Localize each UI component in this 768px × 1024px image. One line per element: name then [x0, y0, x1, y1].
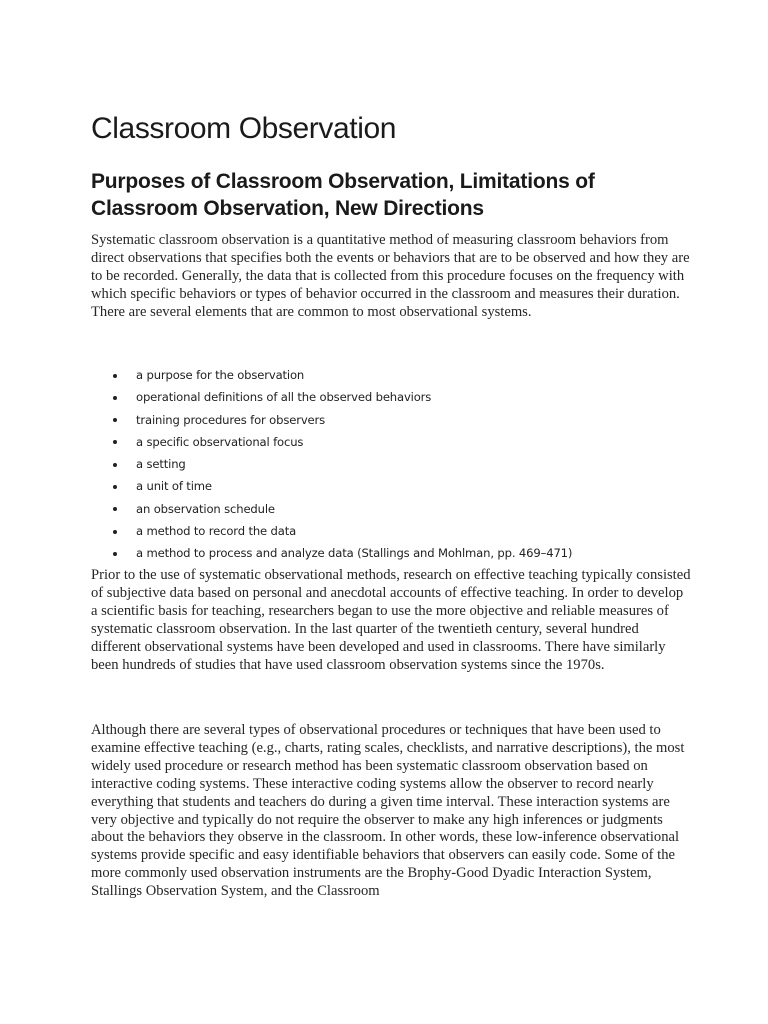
- page-title: Classroom Observation: [91, 112, 397, 145]
- list-item: [113, 366, 572, 388]
- bullet-icon: [113, 507, 117, 511]
- observation-elements-list: [113, 366, 572, 567]
- list-item-text: a method to process and analyze data (Stallings and Mohlman, pp. 469–471): [136, 546, 573, 561]
- history-paragraph: Prior to the use of systematic observational methods, research on effective teaching typically consisted of subjective data based on personal and anecdotal accounts of effective teaching. In order to develop a scientific basis for teaching, researchers began to use the more objective and reliable measures of systematic classroom observation. In the last quarter of the twentieth century, several hundred different observational systems have been developed and used in classrooms. There have similarly been hundreds of studies that have used classroom observation systems since the 1970s.: [91, 567, 691, 673]
- list-item: [113, 455, 572, 477]
- list-item-text: a method to record the data: [136, 524, 297, 539]
- list-item: [113, 522, 572, 544]
- bullet-icon: [113, 374, 117, 378]
- list-item: [113, 433, 572, 455]
- bullet-icon: [113, 485, 117, 489]
- list-item-text: training procedures for observers: [136, 412, 326, 427]
- methods-paragraph: Although there are several types of observational procedures or techniques that have been used to examine effective teaching (e.g., charts, rating scales, checklists, and narrative descriptions), the most widely used procedure or research method has been systematic classroom observation based on interactive coding systems. These interactive coding systems allow the observer to record nearly everything that students and teachers do during a given time interval. These interaction systems are very objective and typically do not require the observer to make any high inferences or judgments about the behaviors they observe in the classroom. In other words, these low-inference observational systems provide specific and easy identifiable behaviors that observers can easily code. Some of the more commonly used observation instruments are the Brophy-Good Dyadic Interaction System, Stallings Observation System, and the Classroom: [91, 722, 685, 900]
- list-item-text: a unit of time: [136, 479, 212, 494]
- list-item: [113, 500, 572, 522]
- bullet-icon: [113, 463, 117, 467]
- list-item-text: operational definitions of all the observed behaviors: [136, 390, 432, 405]
- list-item: [113, 477, 572, 499]
- list-item-text: a specific observational focus: [136, 434, 304, 449]
- list-item: [113, 411, 572, 433]
- bullet-icon: [113, 530, 117, 534]
- list-item-text: a setting: [136, 457, 186, 472]
- bullet-icon: [113, 552, 117, 556]
- intro-paragraph: Systematic classroom observation is a quantitative method of measuring classroom behaviors from direct observations that specifies both the events or behaviors that are to be observed and how they are to be recorded. Generally, the data that is collected from this procedure focuses on the frequency with which specific behaviors or types of behavior occurred in the classroom and measures their duration. There are several elements that are common to most observational systems.: [91, 232, 690, 320]
- page-subtitle: Purposes of Classroom Observation, Limitations of Classroom Observation, New Directions: [91, 170, 595, 220]
- list-item-text: an observation schedule: [136, 501, 275, 516]
- list-item-text: a purpose for the observation: [136, 368, 305, 382]
- list-item: [113, 388, 572, 410]
- bullet-icon: [113, 440, 117, 444]
- bullet-icon: [113, 418, 117, 422]
- list-item: [113, 544, 572, 566]
- bullet-icon: [113, 396, 117, 400]
